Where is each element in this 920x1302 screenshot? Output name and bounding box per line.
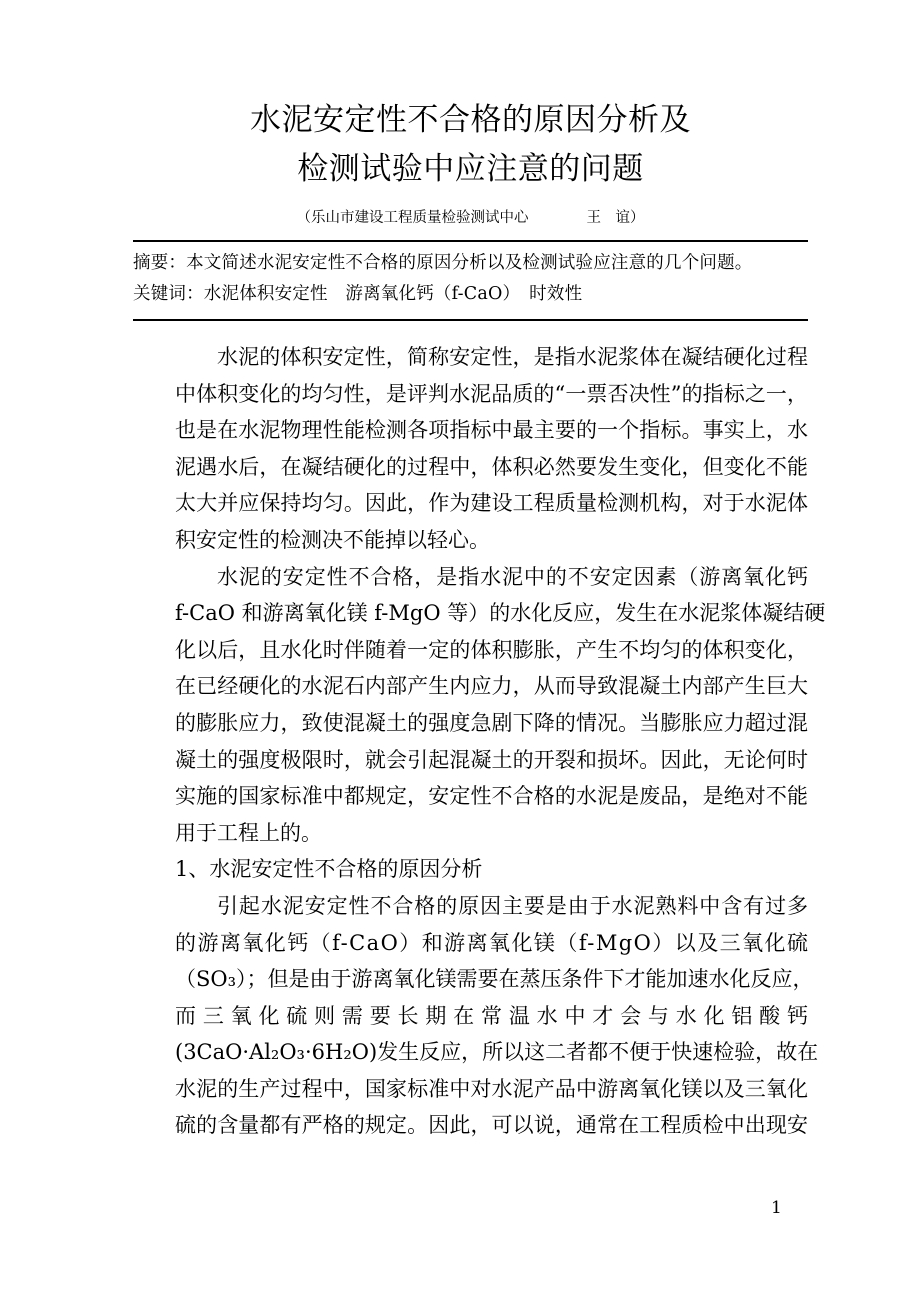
body-text [133, 321, 826, 1144]
text-line: f-CaO 和游离氧化镁 f-MgO 等）的水化反应，发生在水泥浆体凝结硬 [175, 601, 826, 626]
text-line: 而三氧化硫则需要长期在常温水中才会与水化铝酸钙 [175, 1003, 815, 1028]
abstract-block [133, 242, 808, 310]
title-line-1: 水泥安定性不合格的原因分析及 [250, 102, 691, 138]
page-content [133, 0, 826, 1144]
text-line: 实施的国家标准中都规定，安定性不合格的水泥是废品，是绝对不能 [175, 784, 809, 809]
text-line: 硫的含量都有严格的规定。因此，可以说，通常在工程质检中出现安 [175, 1113, 809, 1138]
text-line: 凝土的强度极限时，就会引起混凝土的开裂和损坏。因此，无论何时 [175, 747, 809, 772]
text-line: 也是在水泥物理性能检测各项指标中最主要的一个指标。事实上，水 [175, 418, 809, 443]
section-heading [133, 851, 808, 888]
text-line: 在已经硬化的水泥石内部产生内应力，从而导致混凝土内部产生巨大 [175, 674, 809, 699]
text-line: 太大并应保持均匀。因此，作为建设工程质量检测机构，对于水泥体 [175, 491, 809, 516]
body-paragraph [133, 559, 826, 852]
text-line: （SO₃）；但是由于游离氧化镁需要在蒸压条件下才能加速水化反应， [175, 967, 814, 992]
text-line: 引起水泥安定性不合格的原因主要是由于水泥熟料中含有过多 [217, 893, 809, 918]
title-line-2: 检测试验中应注意的问题 [297, 151, 644, 187]
abstract-text: 摘要：本文简述水泥安定性不合格的原因分析以及检测试验应注意的几个问题。 [133, 253, 753, 273]
keywords-text: 关键词：水泥体积安定性 游离氧化钙（f-CaO） 时效性 [133, 284, 583, 304]
text-line: 水泥的生产过程中，国家标准中对水泥产品中游离氧化镁以及三氧化 [175, 1076, 809, 1101]
text-line: (3CaO·Al₂O₃·6H₂O)发生反应，所以这二者都不便于快速检验，故在 [175, 1040, 819, 1065]
text-line: 中体积变化的均匀性，是评判水泥品质的“一票否决性”的指标之一， [175, 381, 809, 406]
text-line: 化以后，且水化时伴随着一定的体积膨胀，产生不均匀的体积变化， [175, 637, 809, 662]
text-line: 的膨胀应力，致使混凝土的强度急剧下降的情况。当膨胀应力超过混 [175, 710, 809, 735]
affiliation-author-line: （乐山市建设工程质量检验测试中心 王 谊） [296, 210, 645, 226]
text-line: 积安定性的检测决不能掉以轻心。 [175, 527, 490, 552]
page-number: 1 [771, 1198, 782, 1218]
body-paragraph [133, 339, 808, 559]
page-title [133, 0, 808, 194]
text-line: 水泥的安定性不合格，是指水泥中的不安定因素（游离氧化钙 [217, 564, 809, 589]
text-line: 水泥的体积安定性，简称安定性，是指水泥浆体在凝结硬化过程 [217, 345, 809, 369]
text-line: 泥遇水后，在凝结硬化的过程中，体积必然要发生变化，但变化不能 [175, 454, 809, 479]
body-paragraph [133, 888, 819, 1144]
text-line: 用于工程上的。 [175, 820, 322, 845]
text-line: 的游离氧化钙（f-CaO）和游离氧化镁（f-MgO）以及三氧化硫 [175, 930, 810, 955]
text-line: 1、水泥安定性不合格的原因分析 [175, 857, 483, 882]
